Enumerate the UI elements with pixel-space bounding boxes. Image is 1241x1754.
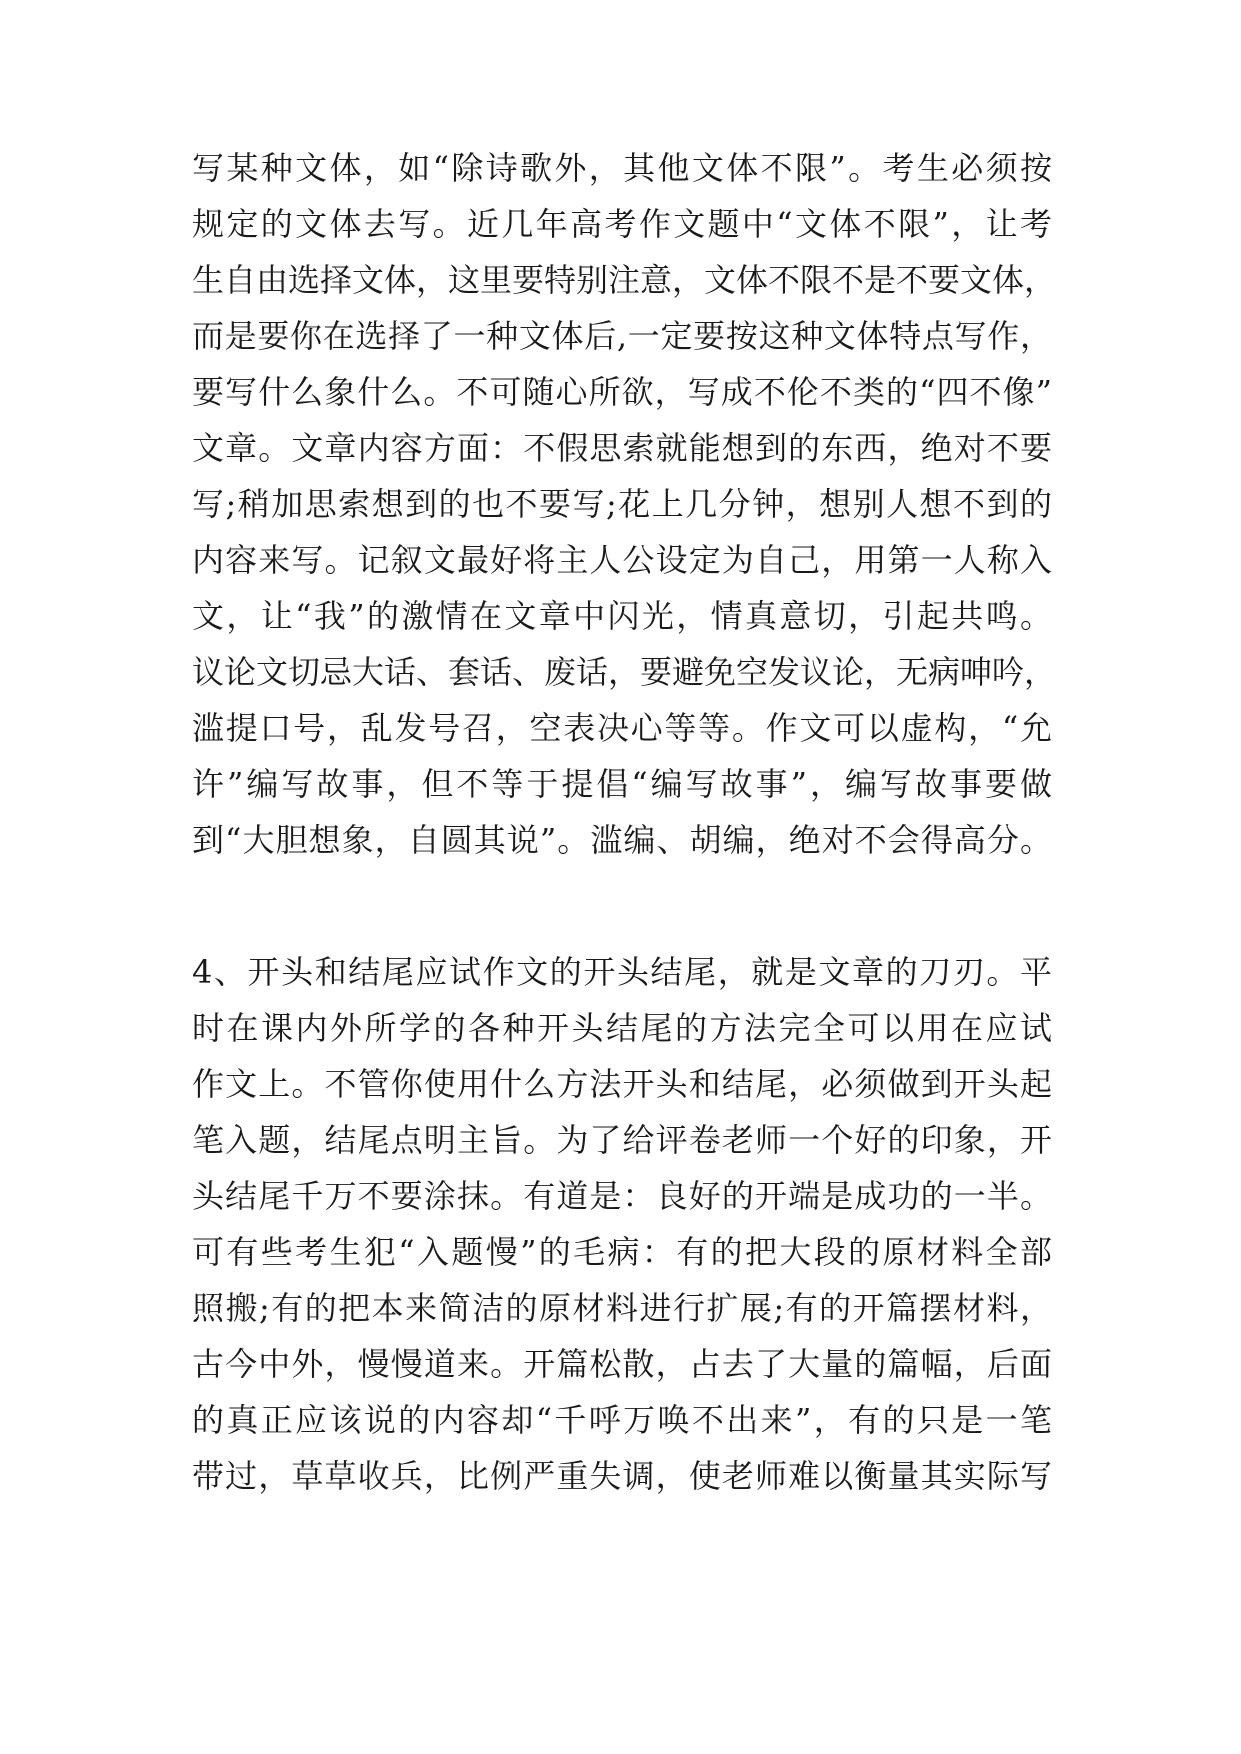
text-line: 照搬;有的把本来简洁的原材料进行扩展;有的开篇摆材料， bbox=[192, 1289, 1052, 1327]
text-line: 而是要你在选择了一种文体后,一定要按这种文体特点写作， bbox=[192, 317, 1052, 355]
text-line: 许”编写故事，但不等于提倡“编写故事”，编写故事要做 bbox=[192, 765, 1052, 803]
text-line: 规定的文体去写。近几年高考作文题中“文体不限”，让考 bbox=[192, 205, 1052, 243]
text-line: 时在课内外所学的各种开头结尾的方法完全可以用在应试 bbox=[192, 1009, 1052, 1047]
text-line: 写某种文体，如“除诗歌外，其他文体不限”。考生必须按 bbox=[192, 149, 1052, 187]
text-line: 议论文切忌大话、套话、废话，要避免空发议论，无病呻吟， bbox=[192, 653, 1057, 691]
text-line: 生自由选择文体，这里要特别注意，文体不限不是不要文体， bbox=[192, 261, 1057, 299]
text-line: 到“大胆想象，自圆其说”。滥编、胡编，绝对不会得高分。 bbox=[192, 821, 1052, 859]
text-line: 作文上。不管你使用什么方法开头和结尾，必须做到开头起 bbox=[192, 1065, 1052, 1103]
text-line: 滥提口号，乱发号召，空表决心等等。作文可以虚构，“允 bbox=[192, 709, 1052, 747]
text-line: 笔入题，结尾点明主旨。为了给评卷老师一个好的印象，开 bbox=[192, 1121, 1052, 1159]
text-line: 文，让“我”的激情在文章中闪光，情真意切，引起共鸣。 bbox=[192, 597, 1052, 635]
text-line: 古今中外，慢慢道来。开篇松散，占去了大量的篇幅，后面 bbox=[192, 1345, 1052, 1383]
text-line: 的真正应该说的内容却“千呼万唤不出来”，有的只是一笔 bbox=[192, 1401, 1052, 1439]
text-line: 4、开头和结尾应试作文的开头结尾，就是文章的刀刃。平 bbox=[192, 953, 1052, 991]
text-line: 文章。文章内容方面：不假思索就能想到的东西，绝对不要 bbox=[192, 429, 1052, 467]
text-line: 内容来写。记叙文最好将主人公设定为自己，用第一人称入 bbox=[192, 541, 1052, 579]
text-line: 头结尾千万不要涂抹。有道是：良好的开端是成功的一半。 bbox=[192, 1177, 1052, 1215]
text-line: 可有些考生犯“入题慢”的毛病：有的把大段的原材料全部 bbox=[192, 1233, 1052, 1271]
text-line: 带过，草草收兵，比例严重失调，使老师难以衡量其实际写 bbox=[192, 1457, 1052, 1495]
text-line: 要写什么象什么。不可随心所欲，写成不伦不类的“四不像” bbox=[192, 373, 1052, 411]
text-line: 写;稍加思索想到的也不要写;花上几分钟，想别人想不到的 bbox=[192, 485, 1052, 523]
